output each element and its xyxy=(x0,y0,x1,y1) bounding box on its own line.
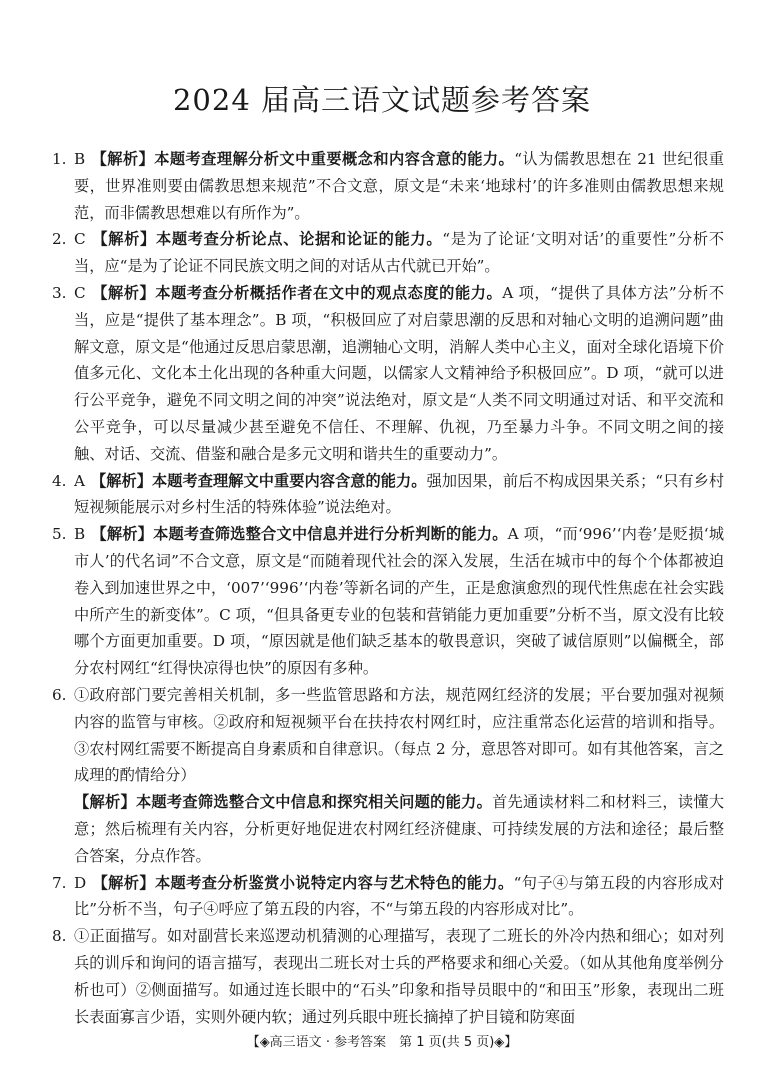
analysis-tag: 【解析】 xyxy=(90,471,153,490)
analysis-tag: 【解析】 xyxy=(91,283,156,302)
answer-choice: C xyxy=(74,283,86,302)
analysis-text: 首先通读材料二和材料三，读懂大意；然后梳理有关内容，分析更好地促进农村网红经济健康、可持续发展的方法和途径；最后整合答案，分点作答。 xyxy=(74,793,725,865)
answer-item-3 xyxy=(52,280,724,468)
answer-item-6 xyxy=(52,682,724,870)
analysis-text: 强加因果，前后不构成因果关系；“只有乡村短视频能展示对乡村生活的特殊体验”说法绝对。 xyxy=(74,471,725,517)
page-title: 2024 届高三语文试题参考答案 xyxy=(172,83,592,117)
item-number: 5. xyxy=(52,525,67,544)
analysis-tag: 【解析】 xyxy=(91,230,156,249)
analysis-tag: 【解析】 xyxy=(91,525,154,544)
item-number: 8. xyxy=(52,927,67,946)
answer-choice: D xyxy=(74,873,87,892)
analysis-paragraph xyxy=(74,789,724,869)
answer-list xyxy=(52,146,724,1030)
analysis-tag: 【解析】 xyxy=(74,793,136,812)
item-number: 3. xyxy=(52,283,67,302)
item-number: 1. xyxy=(52,150,67,168)
analysis-lead: 本题考查分析鉴赏小说特定内容与艺术特色的能力。 xyxy=(154,873,514,892)
answer-choice: B xyxy=(74,150,86,168)
analysis-tag: 【解析】 xyxy=(92,873,155,892)
item-number: 4. xyxy=(52,471,67,490)
analysis-text: “句子④与第五段的内容形成对比”分析不当，句子④呼应了第五段的内容，不“与第五段的内容形成对比”。 xyxy=(74,873,725,919)
answer-item-7 xyxy=(52,870,724,924)
answer-item-8 xyxy=(52,923,724,1030)
answer-text: ①正面描写。如对副营长来巡逻动机猜测的心理描写，表现了二班长的外冷内热和细心；如对列兵的训斥和询问的语言描写，表现出二班长对士兵的严格要求和细心关爱。（如从其他角度举例分析也可）②侧面描写。如通过连长眼中的“石头”印象和指导员眼中的“和田玉”形象，表现出二班长表面寡言少语，实则外硬内软；通过列兵眼中班长摘掉了护目镜和防寒面 xyxy=(74,927,724,1026)
answer-item-4 xyxy=(52,468,724,522)
answer-choice: A xyxy=(74,471,85,490)
answer-item-2 xyxy=(52,226,724,280)
answer-text: ①政府部门要完善相关机制，多一些监管思路和方法，规范网红经济的发展；平台要加强对视频内容的监管与审核。②政府和短视频平台在扶持农村网红时，应注重常态化运营的培训和指导。③农村网红需要不断提高自身素质和自律意识。（每点 2 分，意思答对即可。如有其他答案，言之成理的酌情给分） xyxy=(74,685,724,785)
item-number: 7. xyxy=(52,873,67,892)
item-number: 6. xyxy=(52,685,67,704)
analysis-lead: 本题考查理解分析文中重要概念和内容含意的能力。 xyxy=(154,150,515,168)
analysis-lead: 本题考查筛选整合文中信息和探究相关问题的能力。 xyxy=(135,793,493,812)
analysis-lead: 本题考查理解文中重要内容含意的能力。 xyxy=(152,471,427,490)
item-number: 2. xyxy=(52,230,67,249)
answer-item-1 xyxy=(52,146,724,226)
analysis-text: A 项，“提供了具体方法”分析不当，应是“提供了基本理念”。B 项，“积极回应了对启蒙思潮的反思和对轴心文明的追溯问题”曲解文意，原文是“他通过反思启蒙思潮，追溯轴心文明，消解人类中心主义，面对全球化语境下价值多元化、文化本土化出现的各种重大问题，以儒家人文精神给予积极回应”。D 项，“就可以进行公平竞争，避免不同文明之间的冲突”说法绝对，原文是“人类不同文明通过对话、和平交流和公平竞争，可以尽量减少甚至避免不信任、不理解、仇视，乃至暴力斗争。不同文明之间的接触、对话、交流、借鉴和融合是多元文明和谐共生的重要动力”。 xyxy=(74,283,725,463)
analysis-lead: 本题考查筛选整合文中信息并进行分析判断的能力。 xyxy=(153,525,508,544)
analysis-tag: 【解析】 xyxy=(91,150,155,168)
answer-choice: B xyxy=(74,525,86,544)
analysis-text: “是为了论证‘文明对话’的重要性”分析不当，应“是为了论证不同民族文明之间的对话从古代就已开始”。 xyxy=(74,230,725,276)
analysis-text: “认为儒教思想在 21 世纪很重要，世界准则要由儒教思想来规范”不合文意，原文是“未来‘地球村’的许多准则由儒教思想来规范，而非儒教思想难以有所作为”。 xyxy=(74,150,725,222)
answer-choice: C xyxy=(74,230,86,249)
analysis-text: A 项，“而‘996’‘内卷’是贬损‘城市人’的代名词”不合文意，原文是“而随着现代社会的深入发展，生活在城市中的每个个体都被迫卷入到加速世界之中，‘007’‘996’‘内卷’等新名词的产生，正是愈演愈烈的现代性焦虑在社会实践中所产生的新变体”。C 项，“但具备更专业的包装和营销能力更加重要”分析不当，原文没有比较哪个方面更加重要。D 项，“原因就是他们缺乏基本的敬畏意识，突破了诚信原则”以偏概全，部分农村网红“红得快凉得也快”的原因有多种。 xyxy=(74,525,725,678)
analysis-lead: 本题考查分析论点、论据和论证的能力。 xyxy=(155,230,443,249)
page-footer: 【◈高三语文 · 参考答案 第 1 页(共 5 页)◈】 xyxy=(246,1035,518,1050)
analysis-lead: 本题考查分析概括作者在文中的观点态度的能力。 xyxy=(155,283,503,302)
answer-item-5 xyxy=(52,521,724,682)
